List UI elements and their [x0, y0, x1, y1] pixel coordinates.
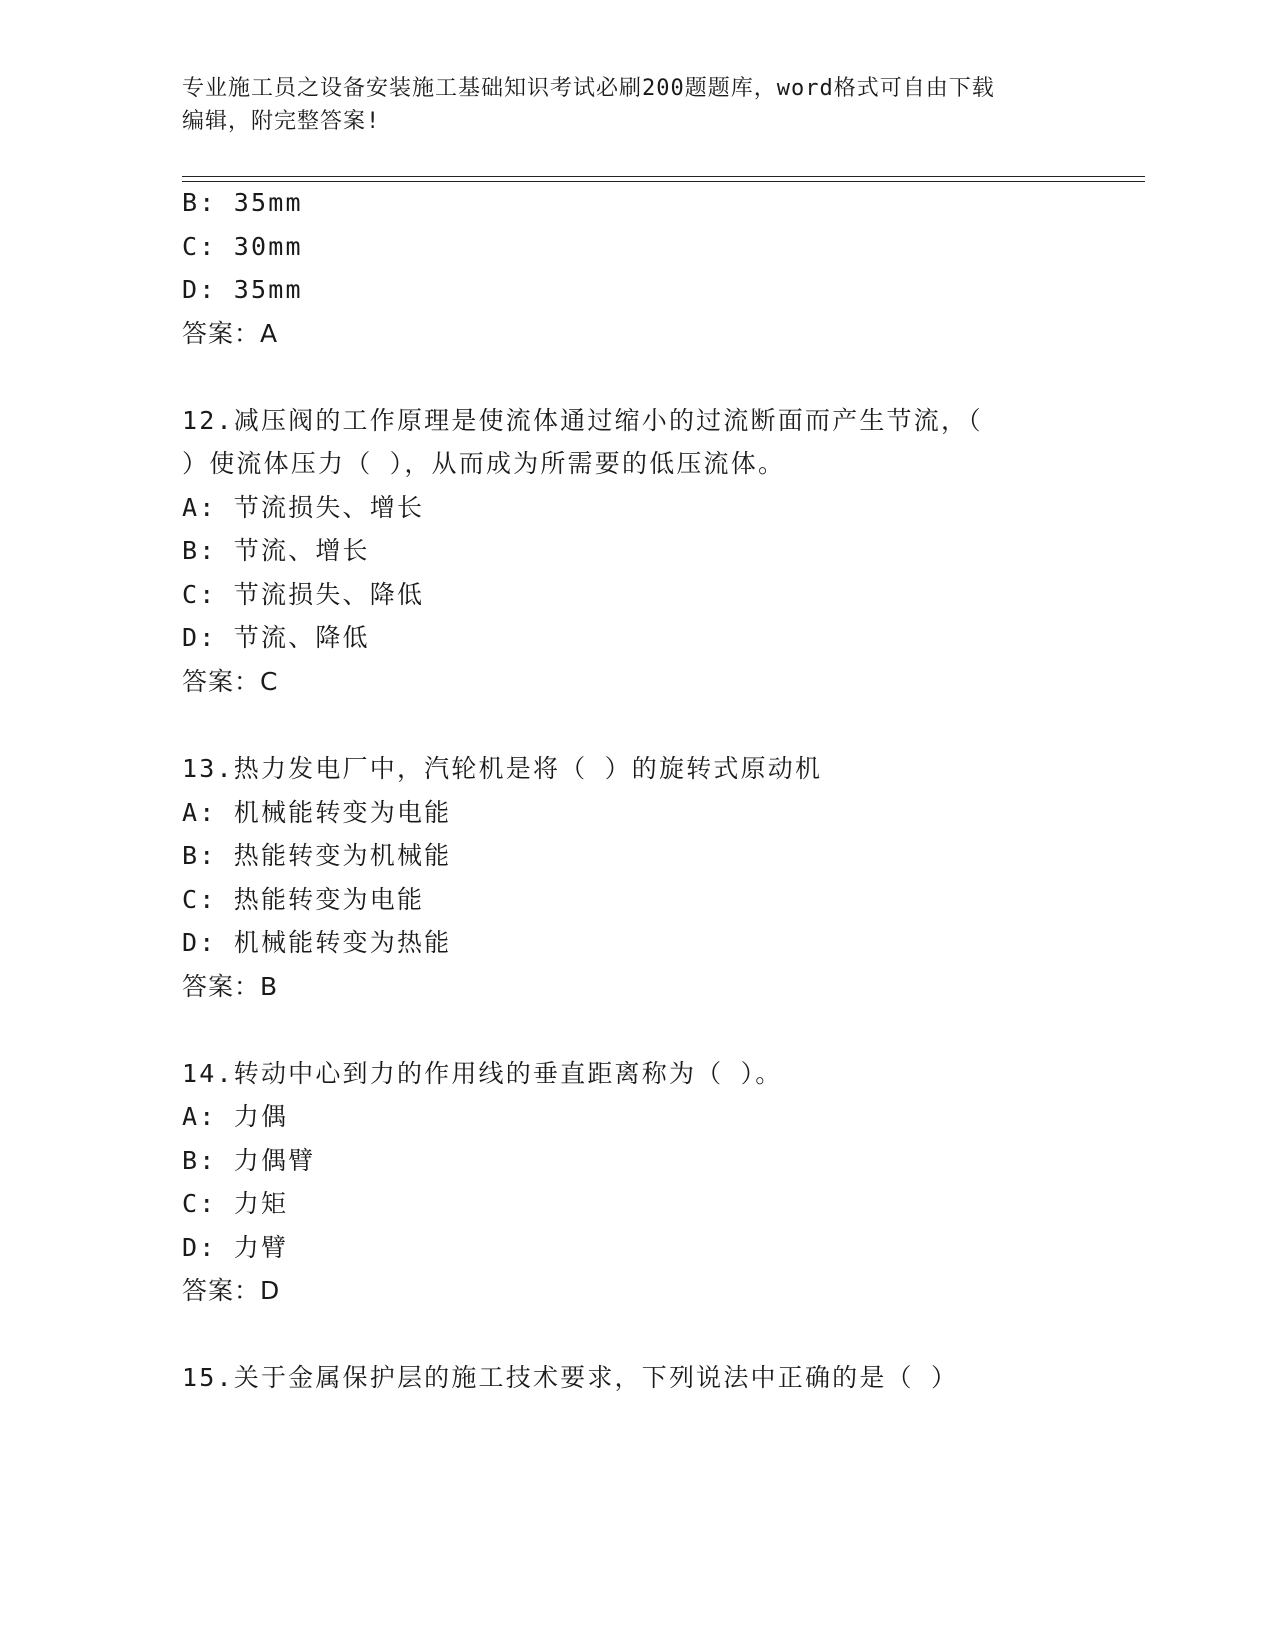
q14-option-a: A: 力偶: [182, 1102, 289, 1131]
document-header: [182, 72, 1062, 138]
q13-option-d: D: 机械能转变为热能: [182, 928, 452, 957]
q11-option-b: B: 35mm: [182, 188, 303, 217]
q13-stem: 13.热力发电厂中，汽轮机是将（ ）的旋转式原动机: [182, 754, 823, 783]
q11-answer: 答案：A: [182, 319, 279, 348]
q12-option-c: C: 节流损失、降低: [182, 580, 425, 609]
q13-option-b: B: 热能转变为机械能: [182, 841, 452, 870]
header-divider-top: [182, 176, 1145, 177]
q12-answer: 答案：C: [182, 667, 279, 696]
q15-stem: 15.关于金属保护层的施工技术要求，下列说法中正确的是（ ）: [182, 1363, 959, 1392]
q14-stem: 14.转动中心到力的作用线的垂直距离称为（ ）。: [182, 1059, 783, 1088]
q12-option-b: B: 节流、增长: [182, 536, 370, 565]
q12-option-a: A: 节流损失、增长: [182, 493, 425, 522]
header-line-2: 编辑，附完整答案!: [182, 109, 381, 134]
header-divider-bottom: [182, 181, 1145, 182]
q11-option-d: D: 35mm: [182, 275, 303, 304]
q12-stem-line-2: ）使流体压力（ ），从而成为所需要的低压流体。: [182, 449, 786, 478]
q14-option-d: D: 力臂: [182, 1233, 289, 1262]
q13-option-a: A: 机械能转变为电能: [182, 798, 452, 827]
q14-option-b: B: 力偶臂: [182, 1146, 316, 1175]
q14-answer: 答案：D: [182, 1276, 281, 1305]
q14-option-c: C: 力矩: [182, 1189, 289, 1218]
q13-answer: 答案：B: [182, 972, 279, 1001]
q13-option-c: C: 热能转变为电能: [182, 885, 425, 914]
q12-stem-line-1: 12.减压阀的工作原理是使流体通过缩小的过流断面而产生节流，（: [182, 406, 983, 435]
q12-option-d: D: 节流、降低: [182, 623, 370, 652]
q11-option-c: C: 30mm: [182, 232, 303, 261]
header-line-1: 专业施工员之设备安装施工基础知识考试必刷200题题库，word格式可自由下载: [182, 76, 995, 101]
